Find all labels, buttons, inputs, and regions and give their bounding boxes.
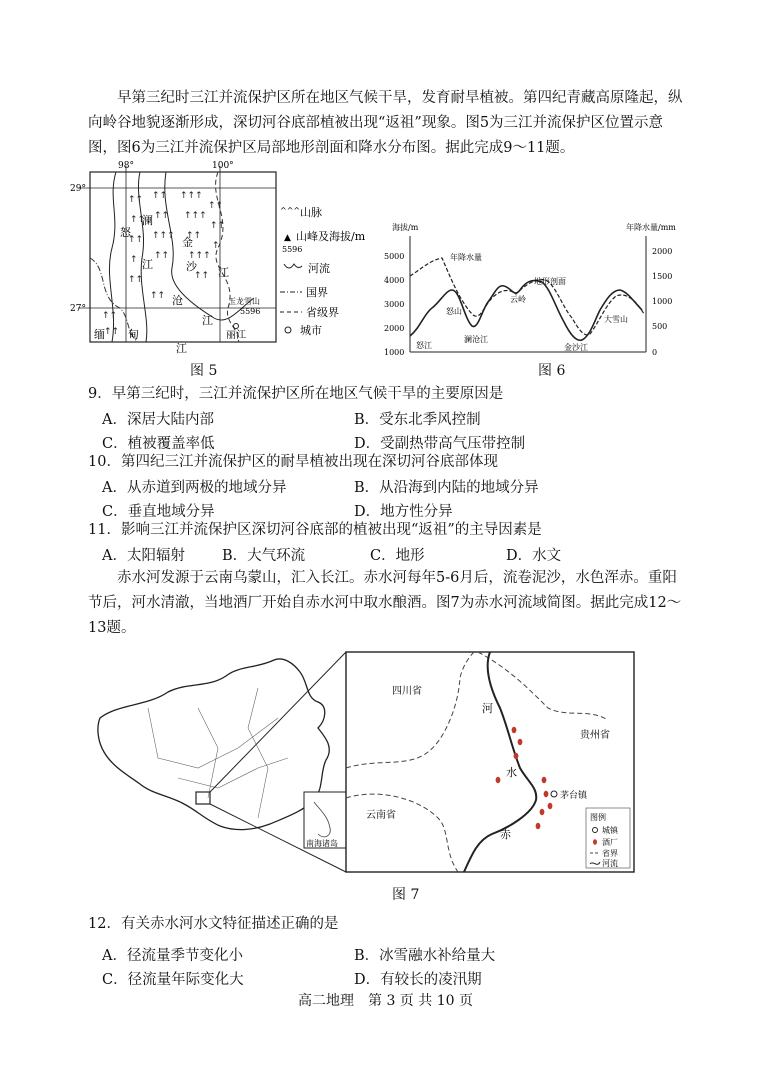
maotai-town-marker [551,791,557,797]
left-tick-2000: 2000 [384,324,405,333]
figure-5-caption: 图 5 [190,363,218,379]
right-tick-1500: 1500 [652,272,673,281]
lon-98-label: 98° [118,161,134,171]
curve-label-precip: 年降水量 [450,253,482,262]
legend-river: 河流 [602,859,618,868]
intro-paragraph-1: 早第三纪时三江并流保护区所在地区气候干旱，发育耐旱植被。第四纪青藏高原隆起，纵向岭谷地貌逐渐形成，深切河谷底部植被出现“返祖”现象。图5为三江并流保护区位置示意图，图6为三江并流保护区局部地形剖面和降水分布图。据此完成9～11题。 [88,90,683,156]
lat-29-label: 29° [70,184,86,194]
svg-text:↑↑: ↑↑ [186,231,202,241]
study-area-marker [196,792,210,804]
question-12-option-d[interactable]: D．有较长的凌汛期 [354,972,482,988]
left-tick-5000: 5000 [384,252,405,261]
city-maotai: 茅台镇 [560,791,588,801]
svg-text:↑↑: ↑↑ [154,211,170,221]
river-char-he: 河 [482,702,493,715]
question-11-option-b[interactable]: B．大气环流 [222,548,306,564]
question-9-option-b[interactable]: B．受东北季风控制 [354,412,481,428]
svg-text:↑↑↑: ↑↑↑ [184,211,207,221]
fig5-legend [280,206,366,337]
curve-label-terrain: 地形剖面 [534,277,566,286]
question-11-option-d[interactable]: D．水文 [506,548,562,564]
svg-text:↑↑: ↑↑ [128,235,144,245]
question-9-option-c[interactable]: C．植被覆盖率低 [102,436,215,452]
legend-peak: 山峰及海拔/m [296,230,366,243]
svg-text:↑↑: ↑↑ [128,275,144,285]
figure-6-caption: 图 6 [538,363,566,379]
svg-text:↑↑: ↑↑ [154,251,170,261]
question-9-option-a[interactable]: A．深居大陆内部 [102,412,214,428]
question-10-option-a[interactable]: A．从赤道到两极的地域分异 [102,480,287,496]
question-11-stem: 11．影响三江并流保护区深切河谷底部的植被出现“返祖”的主导因素是 [88,522,542,538]
right-tick-2000: 2000 [652,247,673,256]
legend-peak-value: 5596 [282,245,303,254]
place-yunling: 云岭 [510,295,526,304]
question-9-stem: 9．早第三纪时，三江并流保护区所在地区气候干旱的主要原因是 [88,386,504,402]
province-guizhou: 贵州省 [580,730,610,741]
china-outline [98,659,329,830]
right-axis-title: 年降水量/mm [626,223,676,232]
question-12-stem: 12．有关赤水河水文特征描述正确的是 [88,916,339,932]
label-lan: 澜 [142,214,153,227]
question-10-option-b[interactable]: B．从沿海到内陆的地域分异 [354,480,539,496]
label-lijiang: 丽江 [226,330,246,341]
label-nu: 怒 [120,226,131,239]
svg-text:↑↑↑: ↑↑↑ [152,231,175,241]
place-daxueshan: 大雪山 [604,315,628,324]
question-12-option-b[interactable]: B．冰雪融水补给量大 [354,948,496,964]
figure-6-profile [380,218,692,360]
place-nujiang: 怒江 [416,341,432,350]
lon-100-label: 100° [212,161,234,171]
label-dian: 甸 [128,328,139,341]
question-11-option-c[interactable]: C．地形 [370,548,425,564]
svg-text:↑↑: ↑↑ [102,311,118,321]
label-5596: 5596 [240,307,261,316]
label-cang: 沧 [172,294,183,307]
label-jiang-2: 江 [218,266,229,279]
question-11-option-a[interactable]: A．太阳辐射 [102,548,185,564]
right-tick-500: 500 [652,322,668,331]
right-tick-1000: 1000 [652,297,673,306]
label-yulong: 玉龙雪山 [228,297,260,306]
svg-text:↑↑: ↑↑ [104,327,120,337]
svg-text:▲: ▲ [284,233,291,243]
question-12-option-c[interactable]: C．径流量年际变化大 [102,972,244,988]
left-tick-4000: 4000 [384,276,405,285]
svg-text:↑↑↑: ↑↑↑ [188,251,211,261]
label-sha: 沙 [186,260,197,273]
label-jiang-1: 江 [142,258,153,271]
legend-title: 图例 [590,813,606,822]
question-10-option-d[interactable]: D．地方性分异 [354,504,453,520]
place-lancangjiang: 澜沧江 [464,335,488,344]
label-jiang-4: 江 [202,314,213,327]
river-char-shui: 水 [506,766,517,779]
lat-27-label: 27° [70,304,86,314]
svg-text:↑↑: ↑↑ [152,191,168,201]
legend-border: 国界 [306,286,328,299]
figure-5-map [68,158,380,358]
left-tick-3000: 3000 [384,300,405,309]
question-9-option-d[interactable]: D．受副热带高气压带控制 [354,436,526,452]
svg-text:↑: ↑ [130,255,138,265]
legend-river: 河流 [308,262,330,275]
place-jinshajiang: 金沙江 [564,343,588,352]
left-axis-title: 海拔/m [392,223,419,232]
legend-distillery: 酒厂 [602,838,618,847]
left-tick-1000: 1000 [384,348,405,357]
terrain-profile-line [410,280,642,340]
label-jin: 金 [182,236,193,249]
legend-town: 城镇 [602,826,618,835]
figure-7-caption: 图 7 [392,887,420,903]
river-char-chi: 赤 [500,828,511,841]
province-sichuan: 四川省 [392,686,422,697]
legend-city: 城市 [300,324,322,337]
svg-text:↑: ↑ [212,241,220,251]
legend-province: 省级界 [306,306,339,319]
fig7-legend [586,808,630,868]
provincial-border [216,172,239,342]
question-12-option-a[interactable]: A．径流量季节变化小 [102,948,243,964]
label-mian: 缅 [94,328,105,341]
province-yunnan: 云南省 [366,810,396,821]
label-jiang-3: 江 [176,342,187,355]
svg-text:↑↑↑: ↑↑↑ [180,191,203,201]
figure-7-map [88,648,678,878]
legend-province-border: 省界 [602,849,618,858]
legend-mountain: 山脉 [300,206,322,219]
right-tick-0: 0 [652,348,658,357]
svg-text:↑↑: ↑↑ [194,271,210,281]
question-10-stem: 10．第四纪三江并流保护区的耐旱植被出现在深切河谷底部体现 [88,454,498,470]
city-lijiang-marker [234,324,239,329]
place-nushan: 怒山 [446,307,462,316]
question-10-option-c[interactable]: C．垂直地域分异 [102,504,215,520]
page-footer: 高二地理 第 3 页 共 10 页 [298,993,473,1009]
inset-label: 南海诸岛 [306,839,338,848]
svg-text:↑↑: ↑↑ [208,201,224,211]
svg-text:↑↑: ↑↑ [128,195,144,205]
svg-text:^^^: ^^^ [280,206,301,215]
svg-text:↑↑: ↑↑ [210,221,226,231]
intro-paragraph-2: 赤水河发源于云南乌蒙山，汇入长江。赤水河每年5-6月后，流卷泥沙，水色浑赤。重阳节后，河水清澈，当地酒厂开始自赤水河中取水酿酒。图7为赤水河流域简图。据此完成12～13题。 [88,570,682,636]
svg-text:↑↑: ↑↑ [130,215,146,225]
svg-text:↑↑: ↑↑ [150,291,166,301]
